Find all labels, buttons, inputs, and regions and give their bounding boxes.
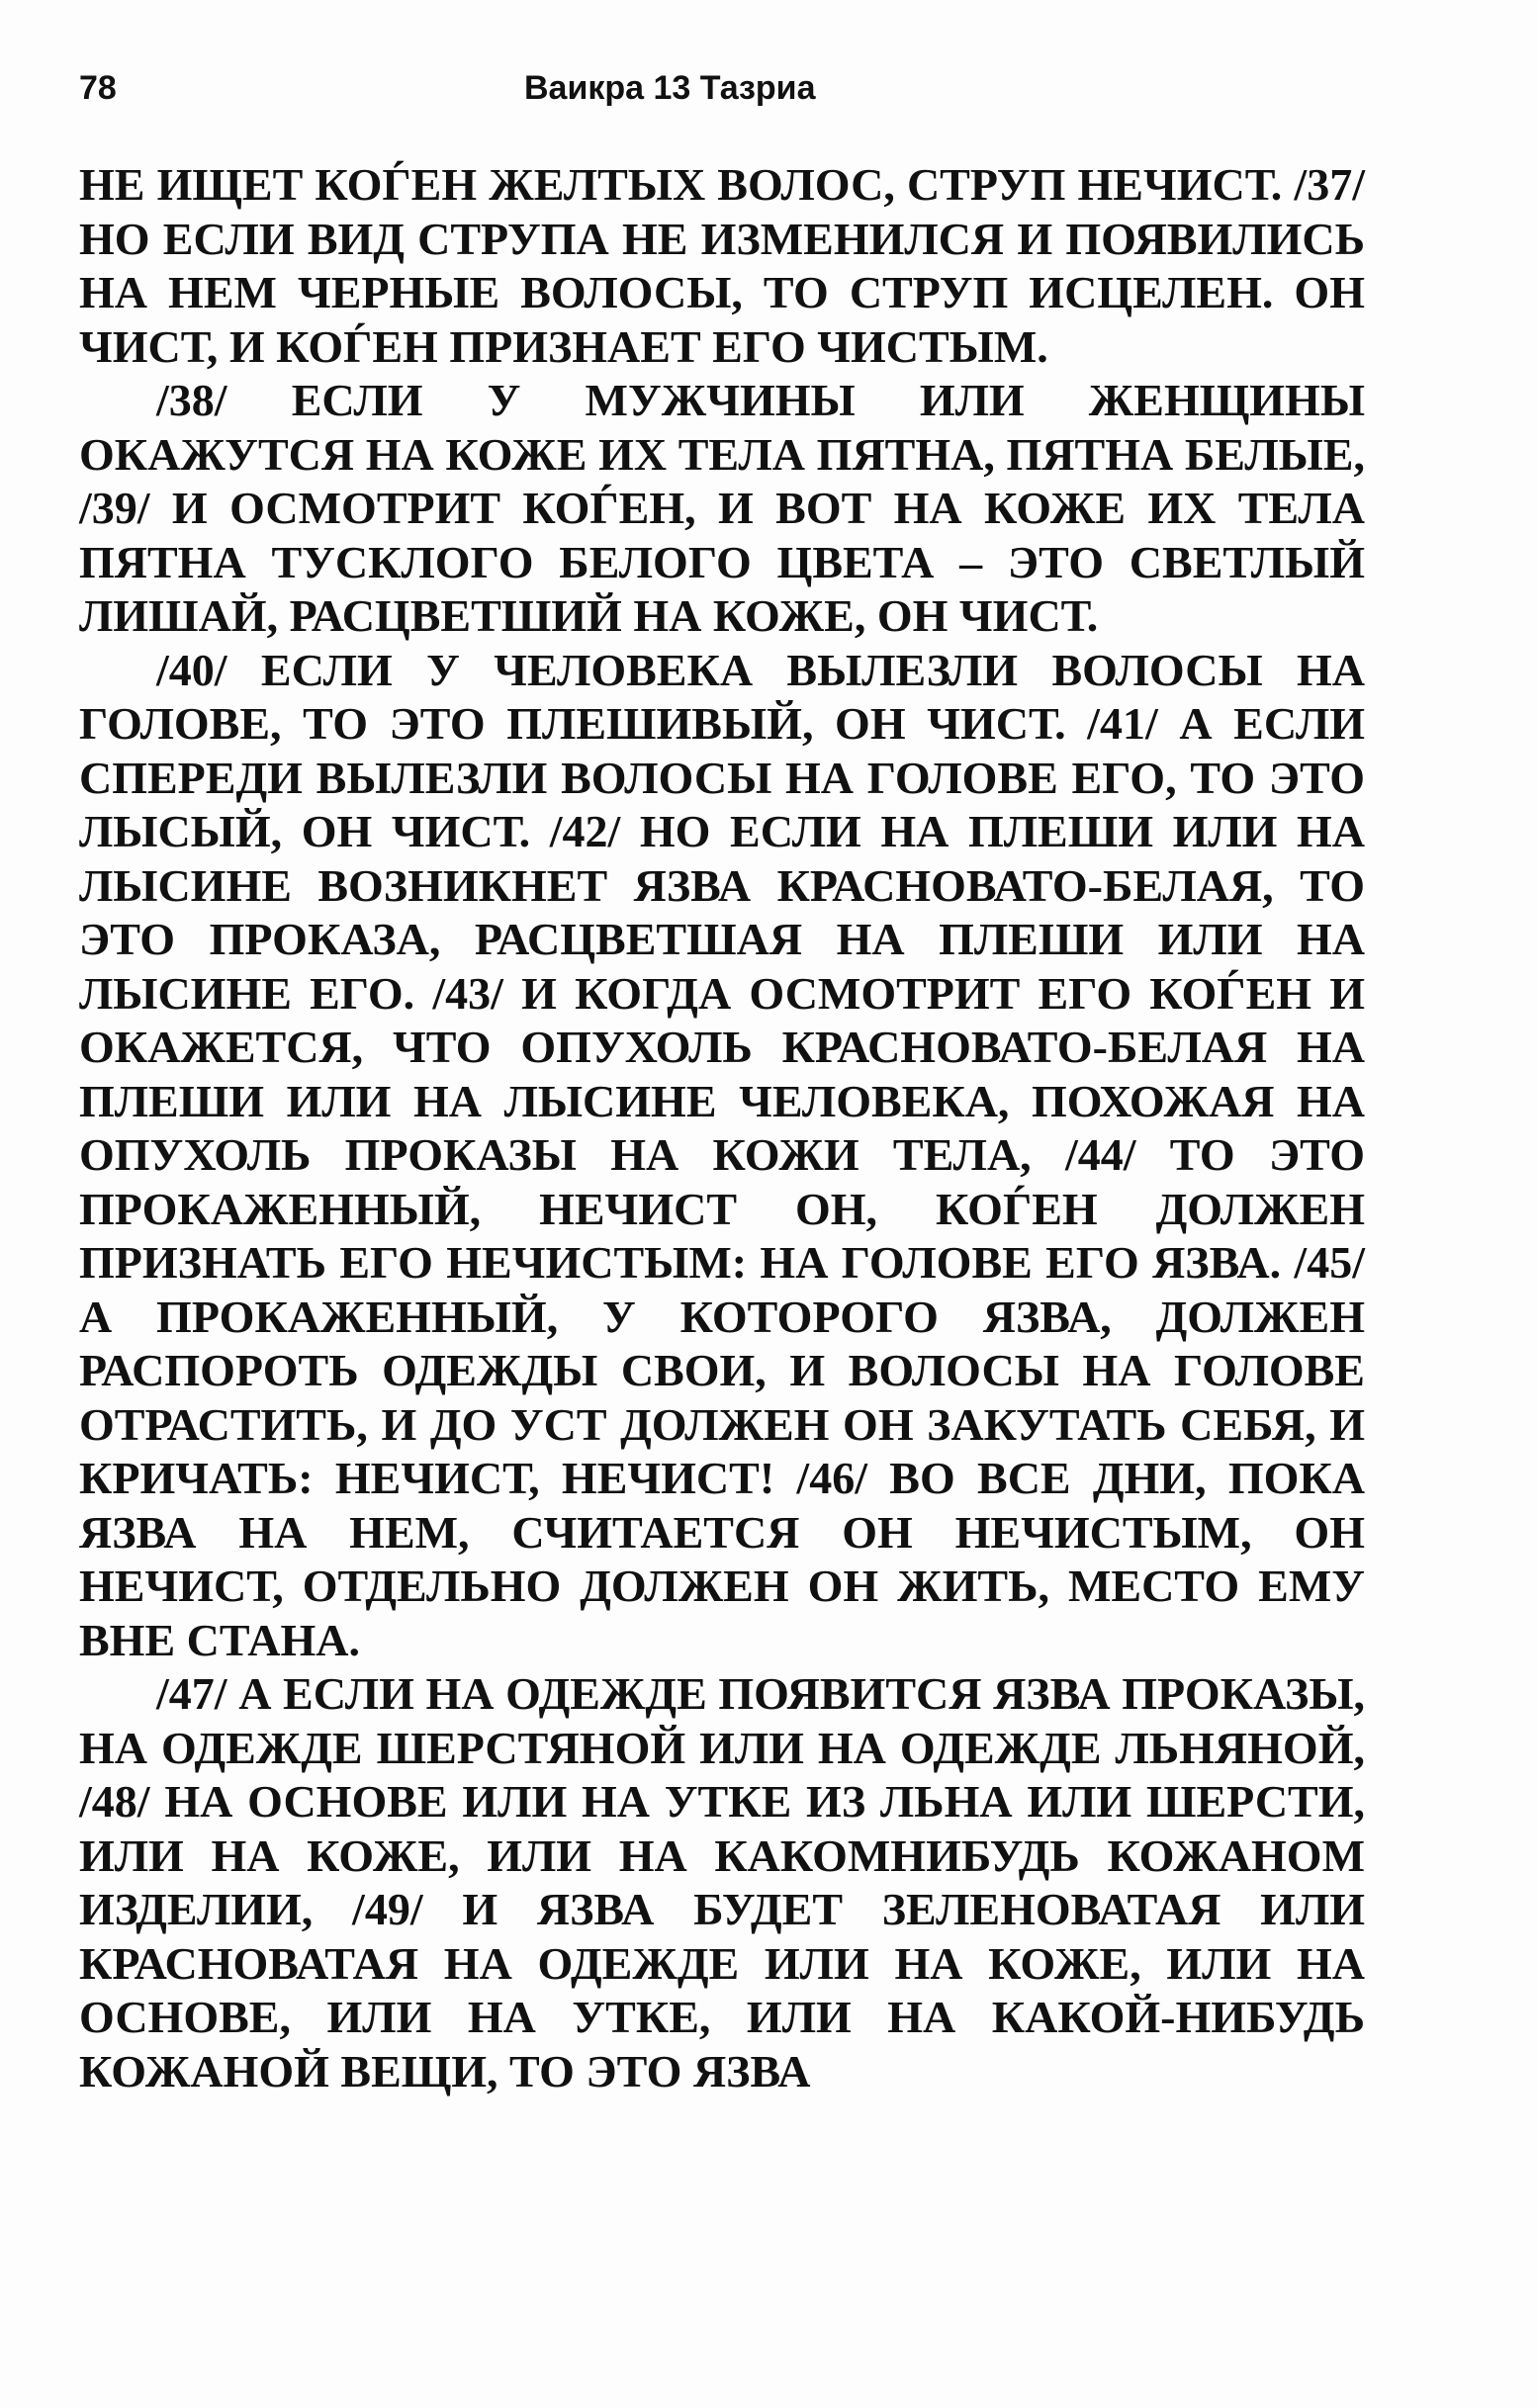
paragraph-verse-40: /40/ ЕСЛИ У ЧЕЛОВЕКА ВЫЛЕЗЛИ ВОЛОСЫ НА ГОЛОВЕ, ТО ЭТО ПЛЕШИВЫЙ, ОН ЧИСТ. /41/ А ЕСЛИ СПЕРЕДИ ВЫЛЕЗЛИ ВОЛОСЫ НА ГОЛОВЕ ЕГО, ТО ЭТО ЛЫСЫЙ, ОН ЧИСТ. /42/ НО ЕСЛИ НА ПЛЕШИ ИЛИ НА ЛЫСИНЕ ВОЗНИКНЕТ ЯЗВА КРАСНОВАТО-БЕЛАЯ, ТО ЭТО ПРОКАЗА, РАСЦВЕТШАЯ НА ПЛЕШИ ИЛИ НА ЛЫСИНЕ ЕГО. /43/ И КОГДА ОСМОТРИТ ЕГО КОЃЕН И ОКАЖЕТСЯ, ЧТО ОПУХОЛЬ КРАСНОВАТО-БЕЛАЯ НА ПЛЕШИ ИЛИ НА ЛЫСИНЕ ЧЕЛОВЕКА, ПОХОЖАЯ НА ОПУХОЛЬ ПРОКАЗЫ НА КОЖИ ТЕЛА, /44/ ТО ЭТО ПРОКАЖЕННЫЙ, НЕЧИСТ ОН, КОЃЕН ДОЛЖЕН ПРИЗНАТЬ ЕГО НЕЧИСТЫМ: НА ГОЛОВЕ ЕГО ЯЗВА. /45/ А ПРОКАЖЕННЫЙ, У КОТОРОГО ЯЗВА, ДОЛЖЕН РАСПОРОТЬ ОДЕЖДЫ СВОИ, И ВОЛОСЫ НА ГОЛОВЕ ОТРАСТИТЬ, И ДО УСТ ДОЛЖЕН ОН ЗАКУТАТЬ СЕБЯ, И КРИЧАТЬ: НЕЧИСТ, НЕЧИСТ! /46/ ВО ВСЕ ДНИ, ПОКА ЯЗВА НА НЕМ, СЧИТАЕТСЯ ОН НЕЧИСТЫМ, ОН НЕЧИСТ, ОТДЕЛЬНО ДОЛЖЕН ОН ЖИТЬ, МЕСТО ЕМУ ВНЕ СТАНА.	[79, 644, 1365, 1665]
running-head	[79, 69, 1365, 119]
body-text	[79, 158, 1365, 2098]
page-number: 78	[79, 69, 117, 107]
paragraph-verse-47: /47/ А ЕСЛИ НА ОДЕЖДЕ ПОЯВИТСЯ ЯЗВА ПРОКАЗЫ, НА ОДЕЖДЕ ШЕРСТЯНОЙ ИЛИ НА ОДЕЖДЕ ЛЬНЯНОЙ, /48/ НА ОСНОВЕ ИЛИ НА УТКЕ ИЗ ЛЬНА ИЛИ ШЕРСТИ, ИЛИ НА КОЖЕ, ИЛИ НА КАКОМНИБУДЬ КОЖАНОМ ИЗДЕЛИИ, /49/ И ЯЗВА БУДЕТ ЗЕЛЕНОВАТАЯ ИЛИ КРАСНОВАТАЯ НА ОДЕЖДЕ ИЛИ НА КОЖЕ, ИЛИ НА ОСНОВЕ, ИЛИ НА УТКЕ, ИЛИ НА КАКОЙ-НИБУДЬ КОЖАНОЙ ВЕЩИ, ТО ЭТО ЯЗВА	[79, 1668, 1365, 2096]
running-title: Ваикра 13 Тазриа	[524, 69, 816, 107]
paragraph-continuation: НЕ ИЩЕТ КОЃЕН ЖЕЛТЫХ ВОЛОС, СТРУП НЕЧИСТ. /37/ НО ЕСЛИ ВИД СТРУПА НЕ ИЗМЕНИЛСЯ И ПОЯВИЛИСЬ НА НЕМ ЧЕРНЫЕ ВОЛОСЫ, ТО СТРУП ИСЦЕЛЕН. ОН ЧИСТ, И КОЃЕН ПРИЗНАЕТ ЕГО ЧИСТЫМ.	[79, 159, 1365, 372]
paragraph-verse-38: /38/ ЕСЛИ У МУЖЧИНЫ ИЛИ ЖЕНЩИНЫ ОКАЖУТСЯ НА КОЖЕ ИХ ТЕЛА ПЯТНА, ПЯТНА БЕЛЫЕ, /39/ И ОСМОТРИТ КОЃЕН, И ВОТ НА КОЖЕ ИХ ТЕЛА ПЯТНА ТУСКЛОГО БЕЛОГО ЦВЕТА – ЭТО СВЕТЛЫЙ ЛИШАЙ, РАСЦВЕТШИЙ НА КОЖЕ, ОН ЧИСТ.	[79, 375, 1365, 641]
